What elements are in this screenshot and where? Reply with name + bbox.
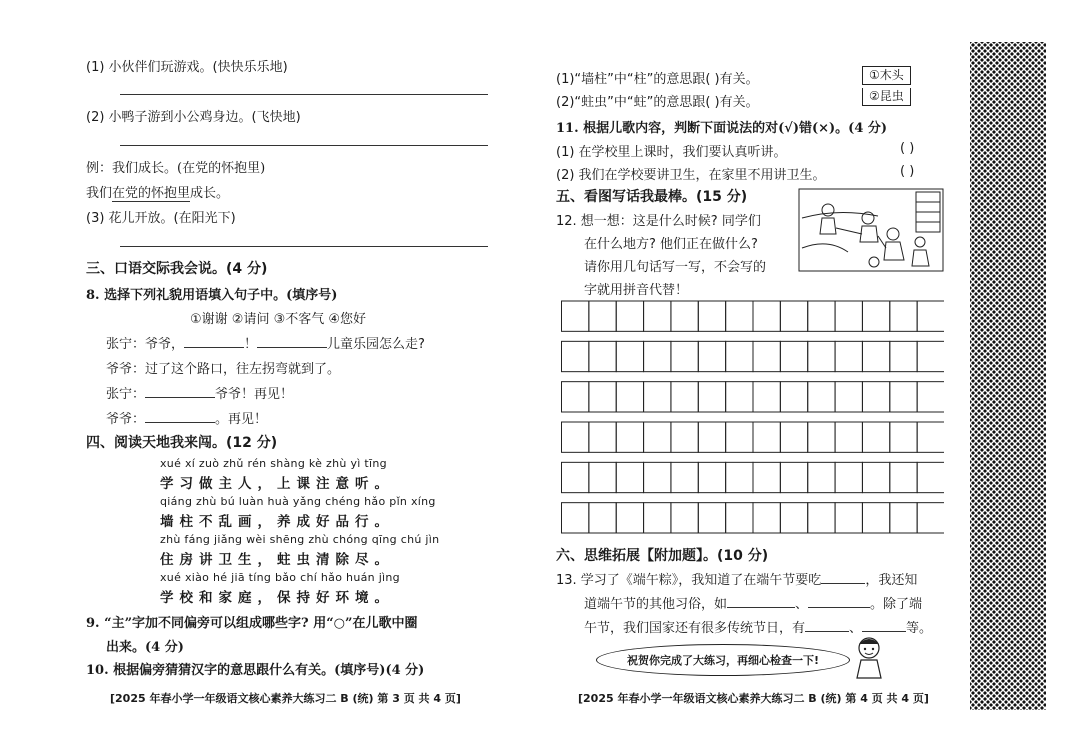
- grid-cell[interactable]: [562, 462, 589, 492]
- girl-cartoon-icon: [852, 634, 886, 680]
- answer-line-2[interactable]: [120, 145, 488, 146]
- grid-cell[interactable]: [589, 341, 616, 371]
- grid-cell[interactable]: [644, 341, 671, 371]
- grid-cell[interactable]: [671, 341, 698, 371]
- grid-cell[interactable]: [862, 382, 889, 412]
- grid-cell[interactable]: [589, 503, 616, 533]
- grid-cell[interactable]: [808, 301, 835, 331]
- grid-cell[interactable]: [808, 341, 835, 371]
- grid-cell[interactable]: [780, 301, 807, 331]
- grid-cell[interactable]: [890, 503, 917, 533]
- answer-blank[interactable]: [145, 397, 215, 398]
- grid-cell[interactable]: [917, 341, 944, 371]
- grid-cell[interactable]: [616, 462, 643, 492]
- q10-item-2: (2)“蛀虫”中“蛀”的意思跟( )有关。: [556, 95, 759, 110]
- example-pre: 我们: [86, 186, 113, 201]
- dialog-line-4: [106, 408, 267, 427]
- grid-cell[interactable]: [753, 301, 780, 331]
- option-box-2: ②昆虫: [862, 88, 911, 106]
- q11-item-1: (1) 在学校里上课时，我们要认真听讲。: [556, 145, 787, 160]
- answer-blank[interactable]: [727, 607, 795, 608]
- speaker: 张宁：: [106, 387, 146, 402]
- example-post: 成长。: [190, 186, 230, 201]
- grid-cell[interactable]: [835, 301, 862, 331]
- grid-cell[interactable]: [780, 422, 807, 452]
- poem-pinyin-1: xué xí zuò zhǔ rén shàng kè zhù yì tīng: [160, 457, 387, 470]
- grid-cell[interactable]: [726, 382, 753, 412]
- dialog-text: ！: [244, 337, 258, 352]
- grid-cell[interactable]: [616, 422, 643, 452]
- grid-cell[interactable]: [917, 382, 944, 412]
- speaker: 爷爷：: [106, 362, 146, 377]
- grid-cell[interactable]: [862, 422, 889, 452]
- grid-cell[interactable]: [726, 422, 753, 452]
- grid-cell[interactable]: [698, 382, 725, 412]
- section3-title: 三、口语交际我会说。(4 分): [86, 261, 268, 277]
- grid-cell[interactable]: [753, 382, 780, 412]
- q12-line-1: 12. 想一想：这是什么时候? 同学们: [556, 214, 761, 229]
- grid-cell[interactable]: [698, 301, 725, 331]
- q13-text: 等。: [906, 621, 933, 636]
- q13-text: 。除了端: [870, 597, 923, 612]
- dialog-text: 爷爷，: [145, 337, 185, 352]
- q11-title: 11. 根据儿歌内容，判断下面说法的对(√)错(×)。(4 分): [556, 121, 888, 136]
- q13-text: ，我还知: [865, 573, 918, 588]
- grid-cell[interactable]: [726, 341, 753, 371]
- dialog-text: 儿童乐园怎么走?: [327, 337, 425, 352]
- grid-cell[interactable]: [808, 422, 835, 452]
- example-line-1: 例：我们成长。(在党的怀抱里): [86, 161, 266, 176]
- grid-cell[interactable]: [862, 462, 889, 492]
- dialog-line-3: [106, 383, 293, 402]
- grid-cell[interactable]: [562, 422, 589, 452]
- q13-text: 、: [795, 597, 809, 612]
- grid-cell[interactable]: [616, 301, 643, 331]
- q-item-2: (2) 小鸭子游到小公鸡身边。(飞快地): [86, 110, 301, 125]
- grid-cell[interactable]: [753, 422, 780, 452]
- grid-cell[interactable]: [808, 382, 835, 412]
- section4-title: 四、阅读天地我来闯。(12 分): [86, 435, 278, 451]
- grid-cell[interactable]: [835, 462, 862, 492]
- answer-blank[interactable]: [184, 347, 244, 348]
- grid-cell[interactable]: [698, 341, 725, 371]
- grid-cell[interactable]: [753, 462, 780, 492]
- grid-cell[interactable]: [753, 341, 780, 371]
- answer-blank[interactable]: [808, 607, 870, 608]
- grid-cell[interactable]: [562, 382, 589, 412]
- answer-blank[interactable]: [257, 347, 327, 348]
- answer-line-3[interactable]: [120, 246, 488, 247]
- q13-text: 午节，我们国家还有很多传统节日，有: [584, 621, 806, 636]
- grid-cell[interactable]: [562, 301, 589, 331]
- grid-cell[interactable]: [616, 503, 643, 533]
- grid-cell[interactable]: [589, 462, 616, 492]
- grid-cell[interactable]: [862, 341, 889, 371]
- grid-cell[interactable]: [835, 341, 862, 371]
- grid-cell[interactable]: [890, 462, 917, 492]
- poem-line-1: 学习做主人，上课注意听。: [160, 476, 394, 492]
- q-item-3: (3) 花儿开放。(在阳光下): [86, 211, 236, 226]
- grid-cell[interactable]: [671, 301, 698, 331]
- grid-cell[interactable]: [890, 301, 917, 331]
- grid-cell[interactable]: [671, 503, 698, 533]
- dialog-line-1: [106, 333, 425, 352]
- q13-text: 13. 学习了《端午粽》，我知道了在端午节要吃: [556, 573, 822, 588]
- bubble-text: 祝贺你完成了大练习，再细心检查一下!: [626, 654, 819, 667]
- checker-edge-pattern: [970, 42, 1046, 710]
- grid-cell[interactable]: [835, 422, 862, 452]
- poem-line-4: 学校和家庭，保持好环境。: [160, 590, 394, 606]
- grid-cell[interactable]: [589, 301, 616, 331]
- grid-cell[interactable]: [862, 301, 889, 331]
- q8-options: ①谢谢 ②请问 ③不客气 ④您好: [190, 312, 367, 327]
- grid-cell[interactable]: [644, 301, 671, 331]
- answer-blank[interactable]: [862, 631, 906, 632]
- grid-cell[interactable]: [644, 503, 671, 533]
- playground-illustration: [798, 188, 944, 272]
- poem-line-3: 住房讲卫生，蛀虫清除尽。: [160, 552, 394, 568]
- dialog-line-2: [106, 358, 340, 377]
- grid-cell[interactable]: [917, 462, 944, 492]
- grid-cell[interactable]: [835, 382, 862, 412]
- grid-cell[interactable]: [589, 422, 616, 452]
- grid-cell[interactable]: [890, 341, 917, 371]
- grid-cell[interactable]: [808, 462, 835, 492]
- q13-text: 道端午节的其他习俗，如: [584, 597, 728, 612]
- q11-item-2: (2) 我们在学校要讲卫生，在家里不用讲卫生。: [556, 168, 826, 183]
- poem-pinyin-2: qiáng zhù bú luàn huà yǎng chéng hǎo pǐn xíng: [160, 495, 436, 508]
- dialog-text: 爷爷！再见！: [215, 387, 294, 402]
- q-item-1: (1) 小伙伴们玩游戏。(快快乐乐地): [86, 60, 288, 75]
- grid-cell[interactable]: [726, 301, 753, 331]
- q10-item-1: (1)“墙柱”中“柱”的意思跟( )有关。: [556, 72, 759, 87]
- page-footer-right: [2025 年春小学一年级语文核心素养大练习二 B (统) 第 4 页 共 4 页]: [578, 692, 929, 705]
- grid-cell[interactable]: [808, 503, 835, 533]
- grid-cell[interactable]: [589, 382, 616, 412]
- grid-cell[interactable]: [890, 422, 917, 452]
- grid-cell[interactable]: [726, 462, 753, 492]
- answer-blank[interactable]: [145, 422, 215, 423]
- grid-cell[interactable]: [671, 422, 698, 452]
- grid-cell[interactable]: [726, 503, 753, 533]
- grid-cell[interactable]: [780, 503, 807, 533]
- option-box-1: ①木头: [862, 66, 911, 85]
- poem-line-2: 墙柱不乱画，养成好品行。: [160, 514, 394, 530]
- q11-answer-1[interactable]: ( ): [900, 141, 915, 156]
- q9-line-1: 9. “主”字加不同偏旁可以组成哪些字? 用“○”在儿歌中圈: [86, 616, 418, 631]
- writing-grid[interactable]: [561, 296, 944, 538]
- example-underlined: 在党的怀抱里: [112, 186, 191, 201]
- answer-blank[interactable]: [805, 631, 849, 632]
- grid-cell[interactable]: [835, 503, 862, 533]
- dialog-text: 。再见！: [215, 412, 268, 427]
- q12-line-4: 字就用拼音代替！: [584, 283, 689, 298]
- speaker: 张宁：: [106, 337, 146, 352]
- grid-cell[interactable]: [698, 462, 725, 492]
- q11-answer-2[interactable]: ( ): [900, 164, 915, 179]
- grid-cell[interactable]: [562, 503, 589, 533]
- grid-cell[interactable]: [753, 503, 780, 533]
- q10-title: 10. 根据偏旁猜猜汉字的意思跟什么有关。(填序号)(4 分): [86, 663, 425, 678]
- grid-cell[interactable]: [671, 462, 698, 492]
- poem-pinyin-3: zhù fáng jiǎng wèi shēng zhù chóng qīng chú jìn: [160, 533, 440, 546]
- grid-cell[interactable]: [616, 382, 643, 412]
- q13-line-2: [584, 593, 922, 612]
- q8-title: 8. 选择下列礼貌用语填入句子中。(填序号): [86, 288, 338, 303]
- section5-title: 五、看图写话我最棒。(15 分): [556, 189, 748, 205]
- answer-blank[interactable]: [821, 583, 865, 584]
- q12-line-2: 在什么地方? 他们正在做什么?: [584, 237, 758, 252]
- answer-line-1[interactable]: [120, 94, 488, 95]
- grid-cell[interactable]: [890, 382, 917, 412]
- grid-cell[interactable]: [917, 422, 944, 452]
- grid-cell[interactable]: [780, 462, 807, 492]
- grid-cell[interactable]: [562, 341, 589, 371]
- q9-line-2: 出来。(4 分): [106, 640, 184, 655]
- q13-text: 、: [849, 621, 863, 636]
- grid-cell[interactable]: [616, 341, 643, 371]
- poem-pinyin-4: xué xiào hé jiā tíng bǎo chí hǎo huán jìng: [160, 571, 400, 584]
- grid-cell[interactable]: [780, 341, 807, 371]
- grid-cell[interactable]: [862, 503, 889, 533]
- encouragement-bubble: [596, 644, 850, 676]
- grid-cell[interactable]: [644, 382, 671, 412]
- grid-cell[interactable]: [644, 462, 671, 492]
- grid-cell[interactable]: [917, 503, 944, 533]
- dialog-text: 过了这个路口，往左拐弯就到了。: [145, 362, 341, 377]
- grid-cell[interactable]: [644, 422, 671, 452]
- q13-line-1: [556, 569, 917, 588]
- grid-cell[interactable]: [780, 382, 807, 412]
- grid-cell[interactable]: [698, 422, 725, 452]
- section6-title: 六、思维拓展【附加题】。(10 分): [556, 548, 769, 564]
- grid-cell[interactable]: [698, 503, 725, 533]
- grid-cell[interactable]: [671, 382, 698, 412]
- grid-cell[interactable]: [917, 301, 944, 331]
- speaker: 爷爷：: [106, 412, 146, 427]
- q12-line-3: 请你用几句话写一写，不会写的: [584, 260, 767, 275]
- example-line-2: [86, 182, 229, 201]
- page-footer-left: [2025 年春小学一年级语文核心素养大练习二 B (统) 第 3 页 共 4 页]: [110, 692, 461, 705]
